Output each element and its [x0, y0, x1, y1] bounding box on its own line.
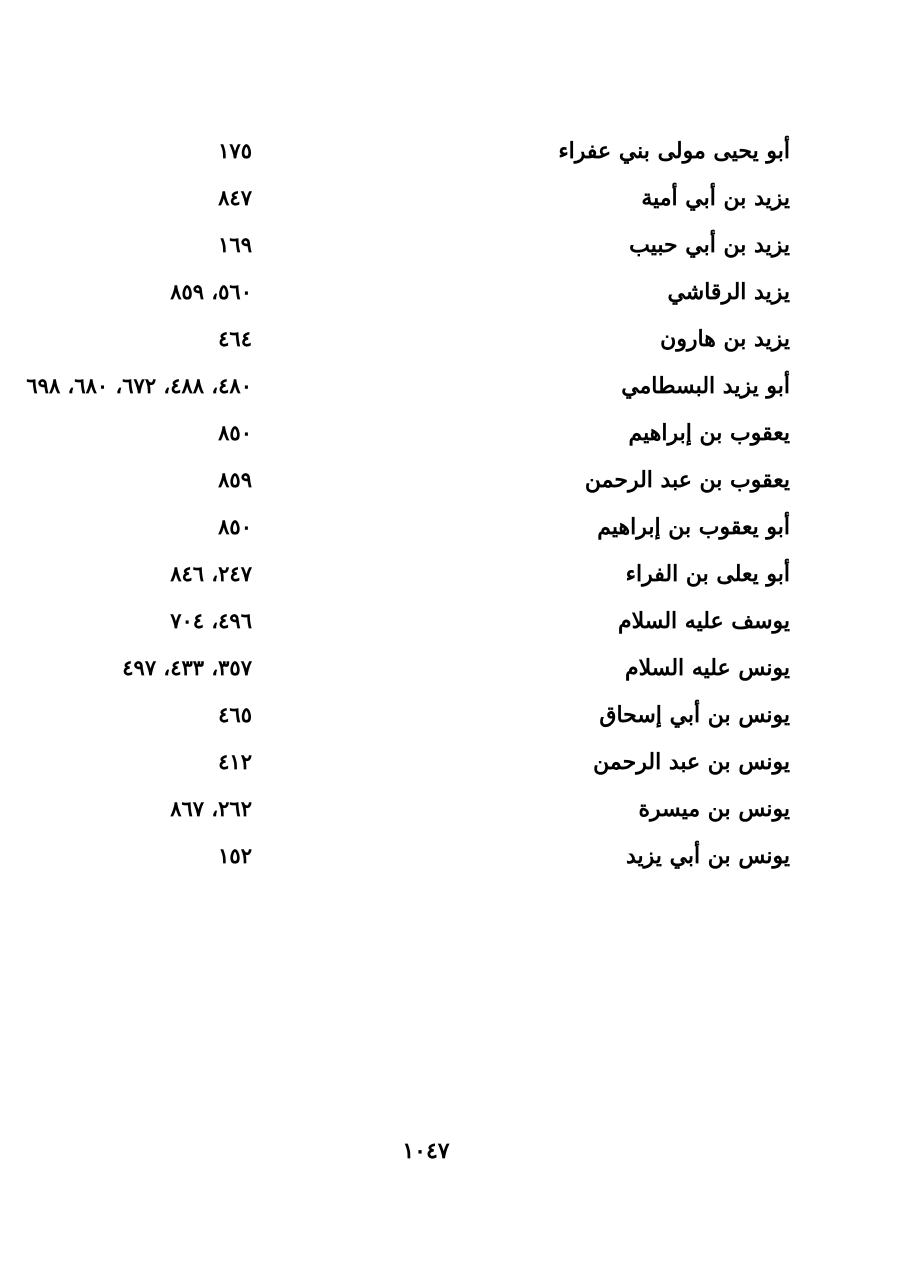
entry-pages: ٥٦٠، ٨٥٩	[170, 279, 252, 304]
index-entry	[100, 175, 790, 222]
index-entry	[100, 128, 790, 175]
index-entry	[100, 739, 790, 786]
index-entry	[100, 269, 790, 316]
entry-pages: ٨٥٠	[218, 514, 252, 539]
index-entry	[100, 692, 790, 739]
entry-name: يعقوب بن إبراهيم	[628, 420, 790, 446]
entry-name: يونس بن عبد الرحمن	[593, 749, 790, 775]
entry-pages: ١٧٥	[218, 138, 252, 163]
entry-name: أبو يحيى مولى بني عفراء	[558, 138, 790, 164]
index-entry	[26, 363, 790, 410]
index-entry	[100, 786, 790, 833]
entry-pages: ١٦٩	[218, 232, 252, 257]
entry-pages: ٨٤٧	[218, 185, 252, 210]
entry-name: يزيد الرقاشي	[667, 279, 790, 305]
entry-name: يعقوب بن عبد الرحمن	[584, 467, 790, 493]
entry-pages: ٢٦٢، ٨٦٧	[170, 796, 252, 821]
index-entry	[100, 833, 790, 880]
index-entry	[100, 222, 790, 269]
entry-pages: ٤٨٠، ٤٨٨، ٦٧٢، ٦٨٠، ٦٩٨	[26, 373, 252, 398]
index-entry	[100, 316, 790, 363]
entry-pages: ٤١٢	[218, 749, 252, 774]
entry-name: أبو يعلى بن الفراء	[625, 561, 790, 587]
index-entry	[100, 645, 790, 692]
index-entry	[100, 551, 790, 598]
index-entry	[100, 504, 790, 551]
entry-pages: ٢٤٧، ٨٤٦	[170, 561, 252, 586]
entry-name: أبو يزيد البسطامي	[621, 373, 790, 399]
entry-name: يزيد بن أبي حبيب	[629, 232, 790, 258]
index-entry	[100, 598, 790, 645]
entry-pages: ١٥٢	[218, 843, 252, 868]
entry-pages: ٣٥٧، ٤٣٣، ٤٩٧	[122, 655, 252, 680]
entry-pages: ٨٥٩	[218, 467, 252, 492]
index-entry	[100, 410, 790, 457]
entry-name: أبو يعقوب بن إبراهيم	[597, 514, 790, 540]
page-number: ١٠٤٧	[402, 1138, 450, 1164]
index-list	[26, 128, 790, 880]
entry-name: يزيد بن أبي أمية	[641, 185, 790, 211]
entry-name: يونس بن أبي إسحاق	[599, 702, 790, 728]
entry-name: يونس عليه السلام	[624, 655, 790, 681]
entry-name: يونس بن ميسرة	[638, 796, 790, 822]
entry-pages: ٤٩٦، ٧٠٤	[170, 608, 252, 633]
entry-pages: ٤٦٥	[218, 702, 252, 727]
entry-pages: ٨٥٠	[218, 420, 252, 445]
entry-pages: ٤٦٤	[218, 326, 252, 351]
entry-name: يونس بن أبي يزيد	[625, 843, 790, 869]
index-entry	[100, 457, 790, 504]
entry-name: يزيد بن هارون	[660, 326, 790, 352]
entry-name: يوسف عليه السلام	[617, 608, 790, 634]
